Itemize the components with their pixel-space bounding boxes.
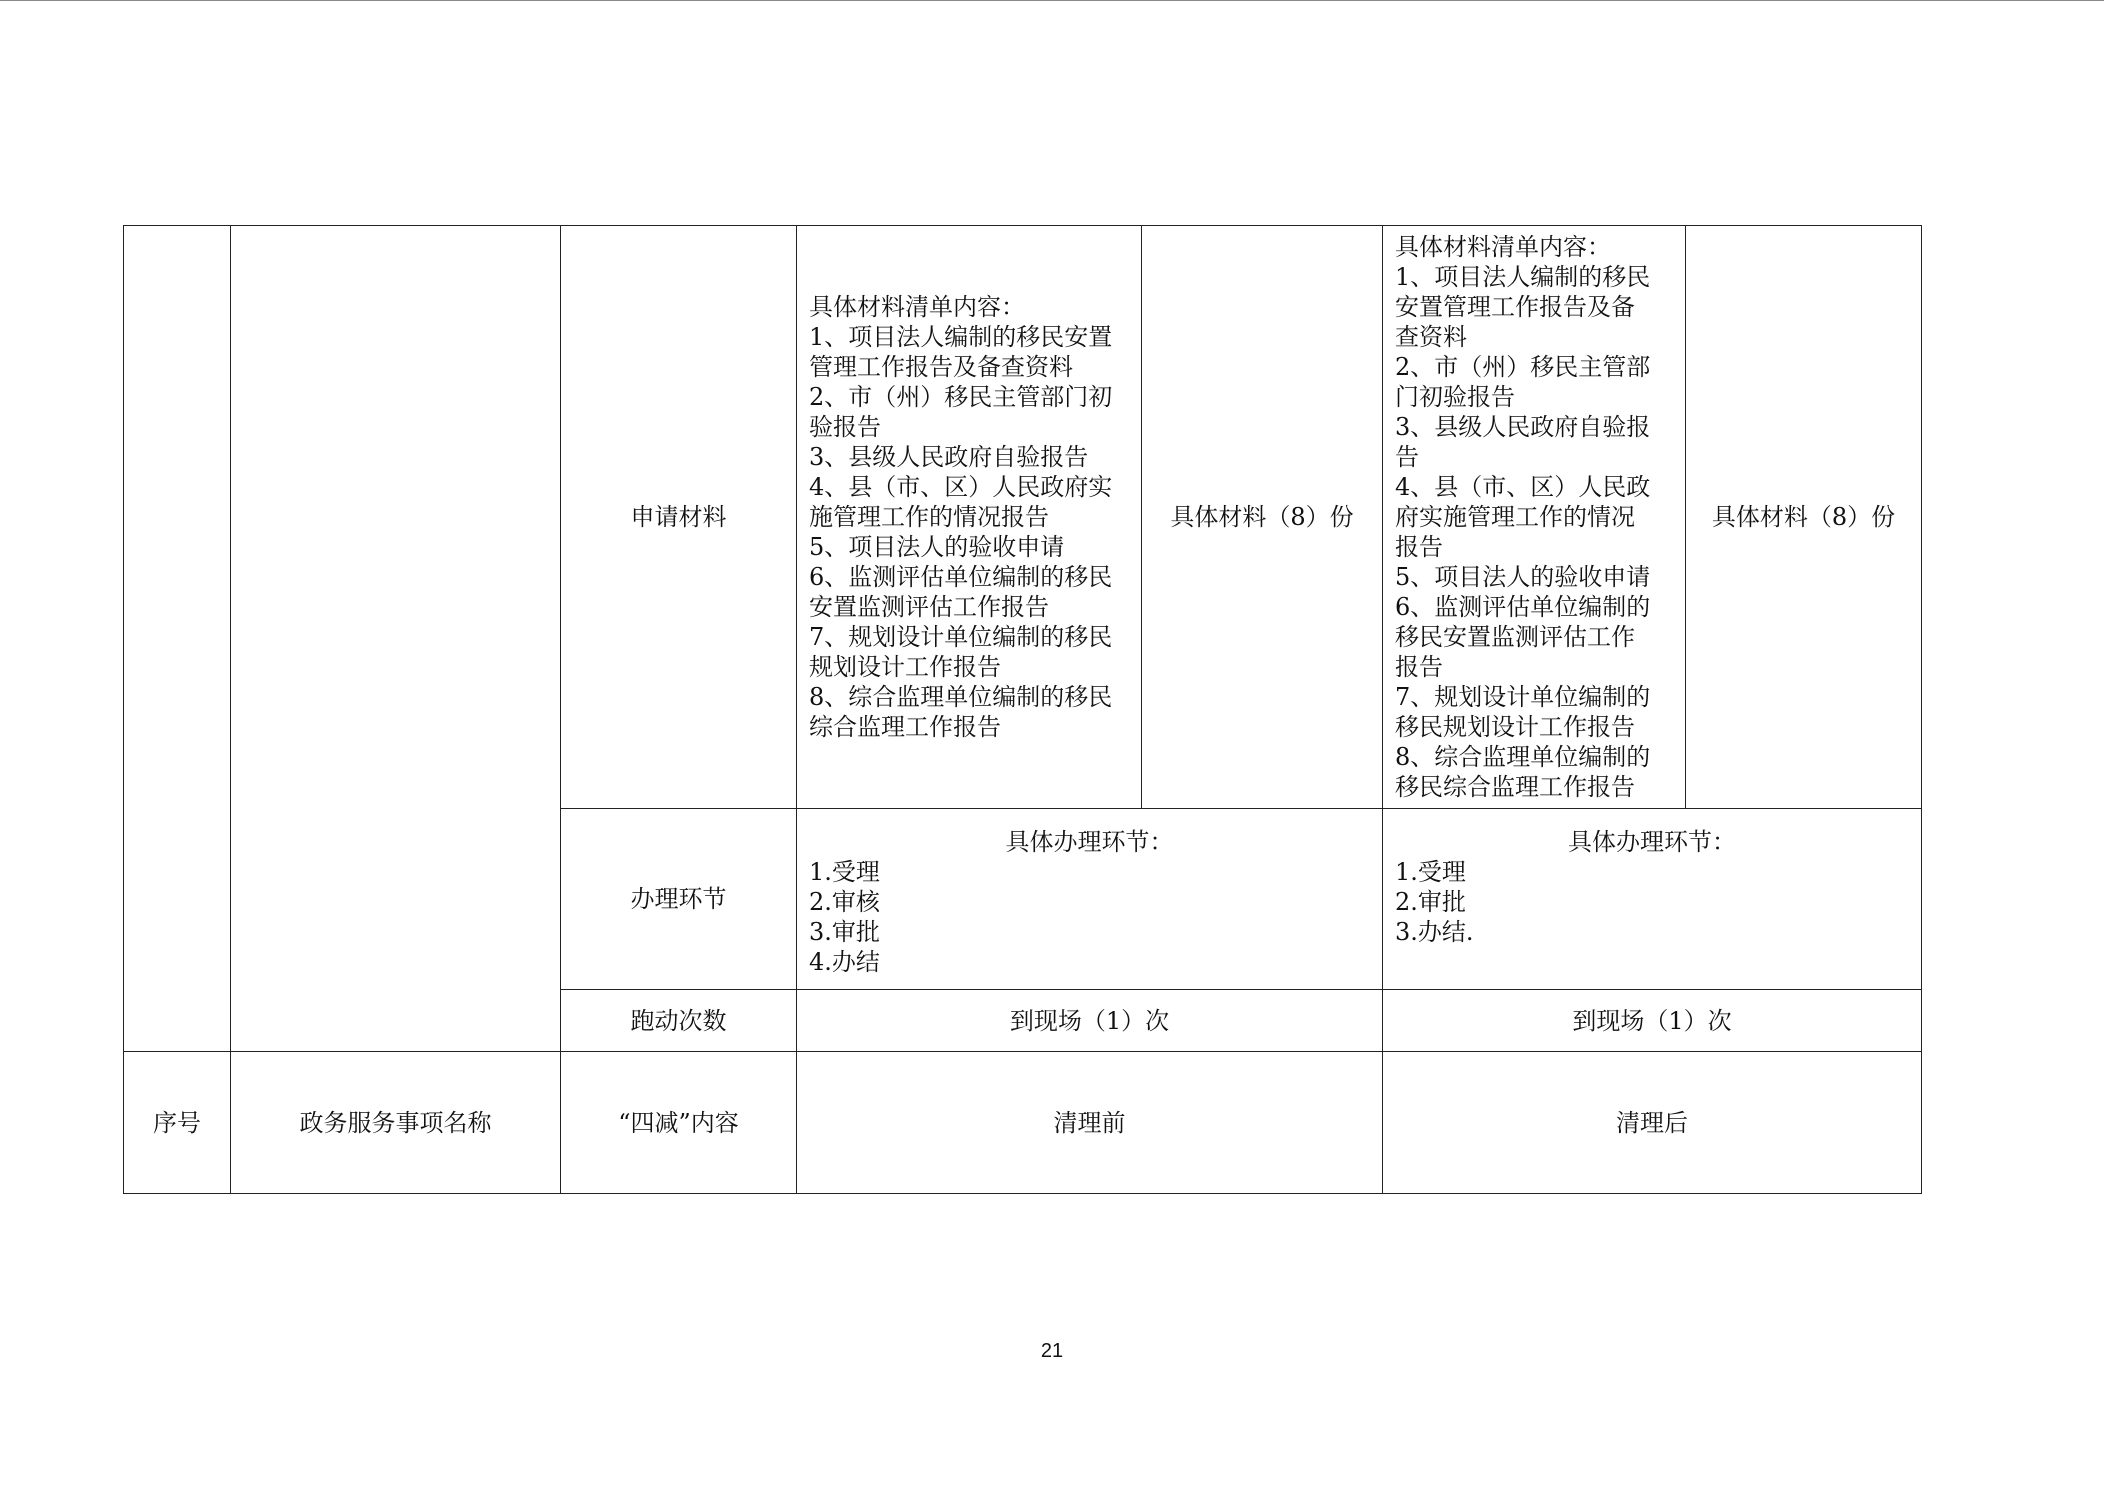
header-item-name: 政务服务事项名称: [231, 1052, 561, 1194]
materials-before-line: 安置监测评估工作报告: [809, 593, 1049, 621]
materials-after-line: 报告: [1395, 533, 1443, 561]
materials-before-count: 具体材料（8）份: [1142, 226, 1383, 809]
steps-before: [797, 809, 1383, 990]
materials-after-line: 1、项目法人编制的移民: [1395, 263, 1651, 291]
steps-before-item-line: 1.受理: [809, 858, 880, 886]
header-row: [124, 1052, 1922, 1194]
materials-before-line: 具体材料清单内容：: [809, 293, 1025, 321]
steps-after-title: 具体办理环节：: [1568, 828, 1736, 856]
materials-after-line: 3、县级人民政府自验报: [1395, 413, 1651, 441]
materials-after-line: 移民安置监测评估工作: [1395, 623, 1635, 651]
top-rule: [0, 0, 2104, 1]
serial-cell: [124, 226, 231, 1052]
steps-after: [1383, 809, 1922, 990]
materials-before-line: 3、县级人民政府自验报告: [809, 443, 1089, 471]
materials-before-line: 管理工作报告及备查资料: [809, 353, 1073, 381]
materials-before-line: 施管理工作的情况报告: [809, 503, 1049, 531]
header-serial: 序号: [124, 1052, 231, 1194]
materials-before-list: [797, 226, 1142, 809]
steps-after-item-line: 1.受理: [1395, 858, 1466, 886]
header-after: 清理后: [1383, 1052, 1922, 1194]
steps-before-title: 具体办理环节：: [1005, 828, 1174, 856]
materials-before-line: 规划设计工作报告: [809, 653, 1001, 681]
materials-after-line: 7、规划设计单位编制的: [1395, 683, 1651, 711]
materials-after-line: 安置管理工作报告及备: [1395, 293, 1635, 321]
materials-after-line: 告: [1395, 443, 1419, 471]
materials-after-line: 2、市（州）移民主管部: [1395, 353, 1651, 381]
materials-after-count: 具体材料（8）份: [1686, 226, 1922, 809]
steps-before-item-line: 3.审批: [809, 918, 880, 946]
materials-after-line: 查资料: [1395, 323, 1467, 351]
header-before: 清理前: [797, 1052, 1383, 1194]
materials-after-line: 移民综合监理工作报告: [1395, 773, 1635, 801]
materials-before-line: 6、监测评估单位编制的移民: [809, 563, 1113, 591]
materials-after-line: 5、项目法人的验收申请: [1395, 563, 1651, 591]
materials-before-line: 4、县（市、区）人民政府实: [809, 473, 1113, 501]
materials-after-line: 4、县（市、区）人民政: [1395, 473, 1651, 501]
steps-after-item-line: 2.审批: [1395, 888, 1466, 916]
item-name-cell: [231, 226, 561, 1052]
materials-before-line: 2、市（州）移民主管部门初: [809, 383, 1113, 411]
materials-after-line: 6、监测评估单位编制的: [1395, 593, 1651, 621]
materials-before-line: 7、规划设计单位编制的移民: [809, 623, 1113, 651]
materials-before-line: 5、项目法人的验收申请: [809, 533, 1065, 561]
materials-before-line: 8、综合监理单位编制的移民: [809, 683, 1113, 711]
materials-before-line: 验报告: [809, 413, 881, 441]
visits-label: 跑动次数: [561, 990, 797, 1052]
materials-label: 申请材料: [561, 226, 797, 809]
visits-after: 到现场（1）次: [1383, 990, 1922, 1052]
steps-label: 办理环节: [561, 809, 797, 990]
row-materials: [124, 226, 1922, 809]
steps-after-item-line: 3.办结.: [1395, 918, 1474, 946]
materials-after-line: 报告: [1395, 653, 1443, 681]
materials-before-line: 综合监理工作报告: [809, 713, 1001, 741]
steps-before-item-line: 4.办结: [809, 948, 880, 976]
materials-after-line: 8、综合监理单位编制的: [1395, 743, 1651, 771]
header-four-reductions: “四减”内容: [561, 1052, 797, 1194]
materials-after-line: 具体材料清单内容：: [1395, 233, 1611, 261]
materials-after-list: [1383, 226, 1686, 809]
materials-after-line: 门初验报告: [1395, 383, 1515, 411]
materials-before-line: 1、项目法人编制的移民安置: [809, 323, 1113, 351]
materials-after-line: 移民规划设计工作报告: [1395, 713, 1635, 741]
steps-before-item-line: 2.审核: [809, 888, 880, 916]
page-number: 21: [1040, 1340, 1064, 1362]
visits-before: 到现场（1）次: [797, 990, 1383, 1052]
service-item-table: [123, 225, 1922, 1194]
materials-after-line: 府实施管理工作的情况: [1395, 503, 1635, 531]
